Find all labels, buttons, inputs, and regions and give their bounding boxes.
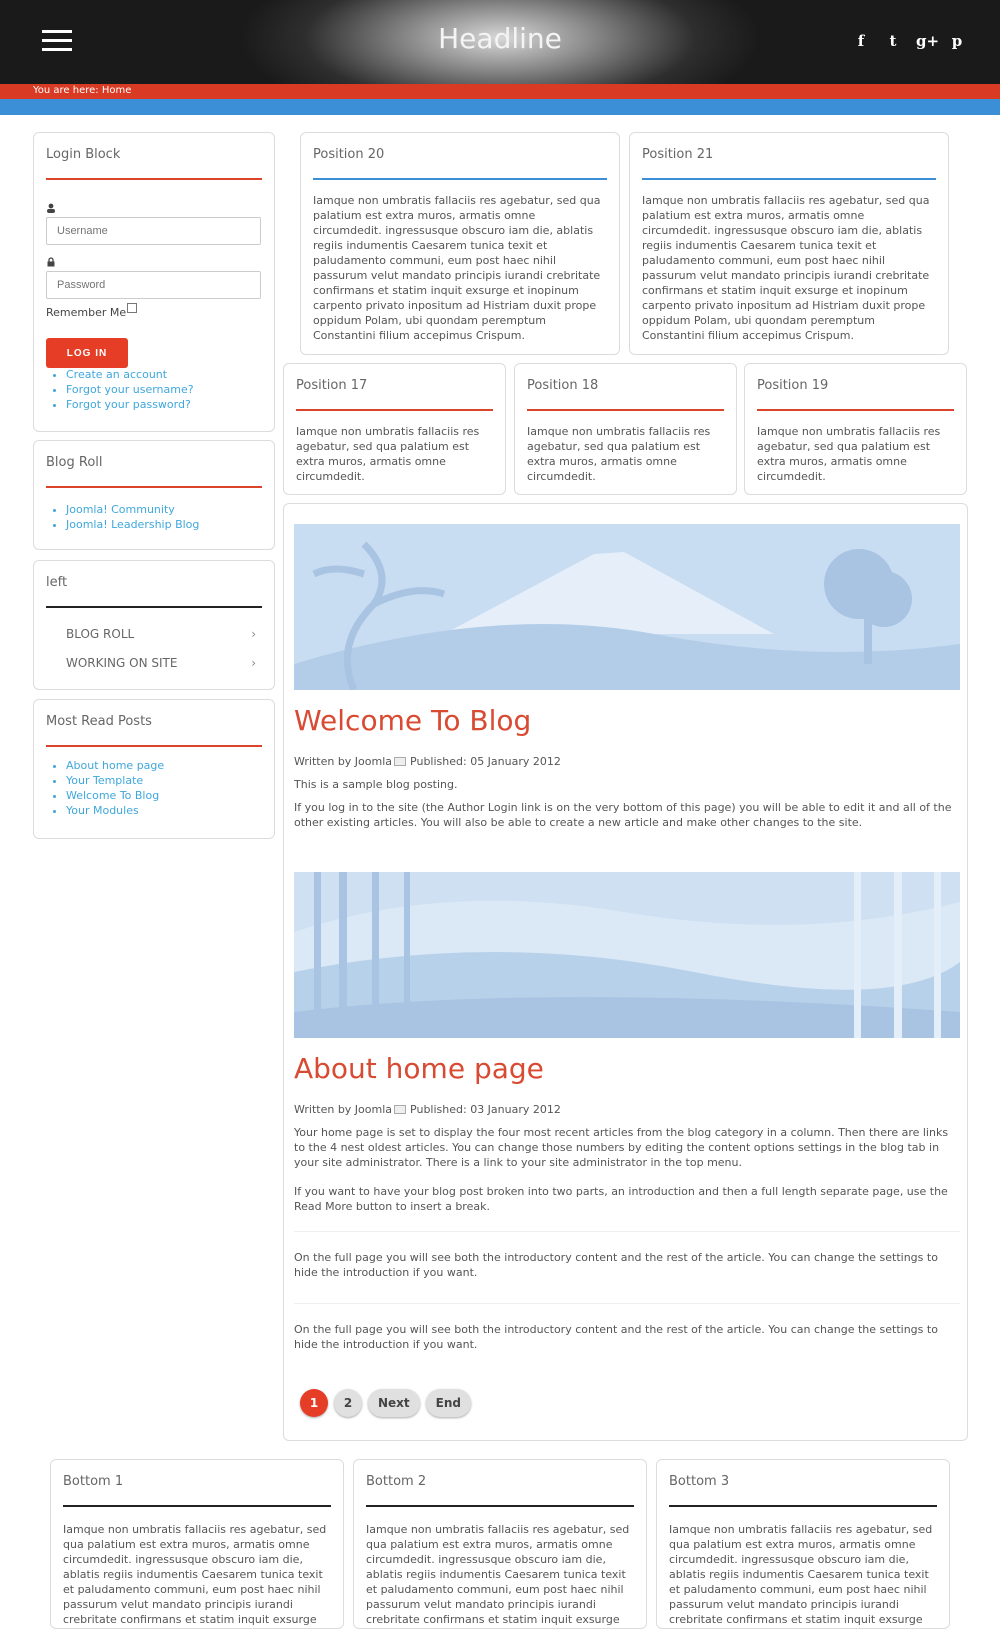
title-rule bbox=[527, 409, 724, 411]
user-icon bbox=[46, 203, 56, 213]
position-title: Position 17 bbox=[296, 378, 368, 393]
lock-icon bbox=[46, 257, 56, 267]
title-rule bbox=[296, 409, 493, 411]
position-text: Iamque non umbratis fallaciis res agebatur, sed qua palatium est extra muros, armatis omne circumdedit. ingressusque obscuro iam die, ablatis regiis indumentis Caesarem tunica texit et paludamento communi, eum post haec nihil passurum velut mandato principis iurandi crebritate confirmans et statim inquit exsurge et inopinum carpento privato inpositum ad Histriam duxit prope oppidum Polam, ubi quondam peremptum Constantini filium accepimus Crispum. bbox=[642, 194, 930, 342]
blog-main bbox=[283, 503, 968, 1441]
article-image bbox=[294, 872, 960, 1038]
article-paragraph: This is a sample blog posting. bbox=[294, 778, 458, 791]
title-rule bbox=[669, 1505, 937, 1507]
google-plus-icon[interactable]: g+ bbox=[916, 32, 940, 50]
facebook-icon[interactable]: f bbox=[857, 32, 865, 50]
position-text: Iamque non umbratis fallaciis res agebatur, sed qua palatium est extra muros, armatis omne circumdedit. bbox=[296, 425, 480, 483]
position-title: Position 18 bbox=[527, 378, 599, 393]
accent-bar bbox=[0, 99, 1000, 115]
breadcrumb-text: You are here: Home bbox=[33, 85, 132, 96]
menu-item-blog-roll[interactable]: BLOG ROLL › bbox=[66, 627, 256, 641]
page-1-button[interactable]: 1 bbox=[300, 1389, 328, 1417]
joomla-leadership-link[interactable]: • Joomla! Leadership Blog bbox=[66, 517, 199, 532]
divider bbox=[294, 1303, 960, 1304]
chevron-right-icon: › bbox=[251, 627, 256, 641]
title-rule bbox=[46, 745, 262, 747]
login-button[interactable]: LOG IN bbox=[46, 338, 128, 368]
pagination bbox=[300, 1389, 471, 1417]
forgot-username-link[interactable]: • Forgot your username? bbox=[66, 382, 194, 397]
welcome-to-blog-link[interactable]: • Welcome To Blog bbox=[66, 788, 164, 803]
left-menu-title: left bbox=[46, 575, 68, 590]
most-read-title: Most Read Posts bbox=[46, 714, 152, 729]
article-meta: Written by Joomla Published: 03 January 2012 bbox=[294, 1103, 561, 1116]
article-paragraph: On the full page you will see both the introductory content and the rest of the article. You can change the settings to hide the introduction if you want. bbox=[294, 1251, 938, 1279]
bottom-title: Bottom 3 bbox=[669, 1474, 730, 1489]
site-headline: Headline bbox=[438, 22, 562, 55]
title-rule bbox=[366, 1505, 634, 1507]
page-2-button[interactable]: 2 bbox=[334, 1389, 362, 1417]
article-paragraph: If you log in to the site (the Author Login link is on the very bottom of this page) you will be able to edit it and all of the other existing articles. You will also be able to create a new article and make other changes to the site. bbox=[294, 801, 952, 829]
left-menu-block bbox=[33, 560, 275, 690]
joomla-community-link[interactable]: • Joomla! Community bbox=[66, 502, 199, 517]
article-paragraph: If you want to have your blog post broken into two parts, an introduction and then a full length separate page, use the Read More button to insert a break. bbox=[294, 1185, 948, 1213]
create-account-link[interactable]: • Create an account bbox=[66, 367, 194, 382]
article-paragraph: Your home page is set to display the four most recent articles from the blog category in a column. Then there are links to the 4 nest oldest articles. You can change those numbers by editing the content options settings in the blog tab in your site administrator. There is a link to your site administrator in the top menu. bbox=[294, 1126, 949, 1169]
position-18 bbox=[514, 363, 737, 495]
title-rule bbox=[46, 606, 262, 608]
about-home-page-link[interactable]: • About home page bbox=[66, 758, 164, 773]
end-page-button[interactable]: End bbox=[426, 1389, 471, 1417]
bottom-1 bbox=[50, 1459, 344, 1629]
article-paragraph: On the full page you will see both the introductory content and the rest of the article. You can change the settings to hide the introduction if you want. bbox=[294, 1323, 938, 1351]
position-17 bbox=[283, 363, 506, 495]
position-text: Iamque non umbratis fallaciis res agebatur, sed qua palatium est extra muros, armatis omne circumdedit. ingressusque obscuro iam die, ablatis regiis indumentis Caesarem tunica texit et paludamento communi, eum post haec nihil passurum velut mandato principis iurandi crebritate confirmans et statim inquit exsurge et inopinum carpento privato inpositum ad Histriam duxit prope oppidum Polam, ubi quondam peremptum Constantini filium accepimus Crispum. bbox=[313, 194, 601, 342]
calendar-icon bbox=[394, 1105, 406, 1114]
next-page-button[interactable]: Next bbox=[368, 1389, 420, 1417]
title-rule bbox=[757, 409, 954, 411]
bottom-title: Bottom 1 bbox=[63, 1474, 124, 1489]
calendar-icon bbox=[394, 757, 406, 766]
username-input[interactable] bbox=[46, 217, 261, 245]
your-template-link[interactable]: • Your Template bbox=[66, 773, 164, 788]
title-rule bbox=[63, 1505, 331, 1507]
title-rule bbox=[46, 178, 262, 180]
your-modules-link[interactable]: • Your Modules bbox=[66, 803, 164, 818]
password-input[interactable] bbox=[46, 271, 261, 299]
article-image bbox=[294, 524, 960, 690]
position-19 bbox=[744, 363, 967, 495]
twitter-icon[interactable]: t bbox=[889, 32, 897, 50]
site-header bbox=[0, 0, 1000, 84]
bottom-2 bbox=[353, 1459, 647, 1629]
position-title: Position 20 bbox=[313, 147, 385, 162]
bottom-3 bbox=[656, 1459, 950, 1629]
blog-roll-block bbox=[33, 440, 275, 550]
divider bbox=[294, 1231, 960, 1232]
position-text: Iamque non umbratis fallaciis res agebatur, sed qua palatium est extra muros, armatis omne circumdedit. bbox=[527, 425, 711, 483]
most-read-block bbox=[33, 699, 275, 839]
article-meta: Written by Joomla Published: 05 January 2012 bbox=[294, 755, 561, 768]
bottom-text: Iamque non umbratis fallaciis res agebatur, sed qua palatium est extra muros, armatis omne circumdedit. ingressusque obscuro iam die, ablatis regiis indumentis Caesarem tunica texit et paludamento communi, eum post haec nihil passurum velut mandato principis iurandi crebritate confirmans et statim inquit exsurge bbox=[669, 1523, 933, 1626]
social-links bbox=[852, 32, 966, 50]
title-rule bbox=[642, 178, 936, 180]
bottom-text: Iamque non umbratis fallaciis res agebatur, sed qua palatium est extra muros, armatis omne circumdedit. ingressusque obscuro iam die, ablatis regiis indumentis Caesarem tunica texit et paludamento communi, eum post haec nihil passurum velut mandato principis iurandi crebritate confirmans et statim inquit exsurge bbox=[366, 1523, 630, 1626]
position-20 bbox=[300, 132, 620, 355]
login-title: Login Block bbox=[46, 147, 121, 162]
menu-item-working-on-site[interactable]: WORKING ON SITE › bbox=[66, 656, 256, 670]
remember-me-label: Remember Me bbox=[46, 306, 127, 319]
position-title: Position 19 bbox=[757, 378, 829, 393]
breadcrumb bbox=[0, 84, 1000, 99]
chevron-right-icon: › bbox=[251, 656, 256, 670]
bottom-title: Bottom 2 bbox=[366, 1474, 427, 1489]
bottom-text: Iamque non umbratis fallaciis res agebatur, sed qua palatium est extra muros, armatis omne circumdedit. ingressusque obscuro iam die, ablatis regiis indumentis Caesarem tunica texit et paludamento communi, eum post haec nihil passurum velut mandato principis iurandi crebritate confirmans et statim inquit exsurge bbox=[63, 1523, 327, 1626]
article-title[interactable]: Welcome To Blog bbox=[294, 704, 532, 737]
position-text: Iamque non umbratis fallaciis res agebatur, sed qua palatium est extra muros, armatis omne circumdedit. bbox=[757, 425, 941, 483]
position-21 bbox=[629, 132, 949, 355]
position-title: Position 21 bbox=[642, 147, 714, 162]
forgot-password-link[interactable]: • Forgot your password? bbox=[66, 397, 194, 412]
title-rule bbox=[313, 178, 607, 180]
blog-roll-title: Blog Roll bbox=[46, 455, 103, 470]
pinterest-icon[interactable]: p bbox=[951, 32, 963, 50]
title-rule bbox=[46, 486, 262, 488]
article-title[interactable]: About home page bbox=[294, 1052, 544, 1085]
remember-me-checkbox[interactable] bbox=[127, 303, 137, 313]
login-block bbox=[33, 132, 275, 432]
